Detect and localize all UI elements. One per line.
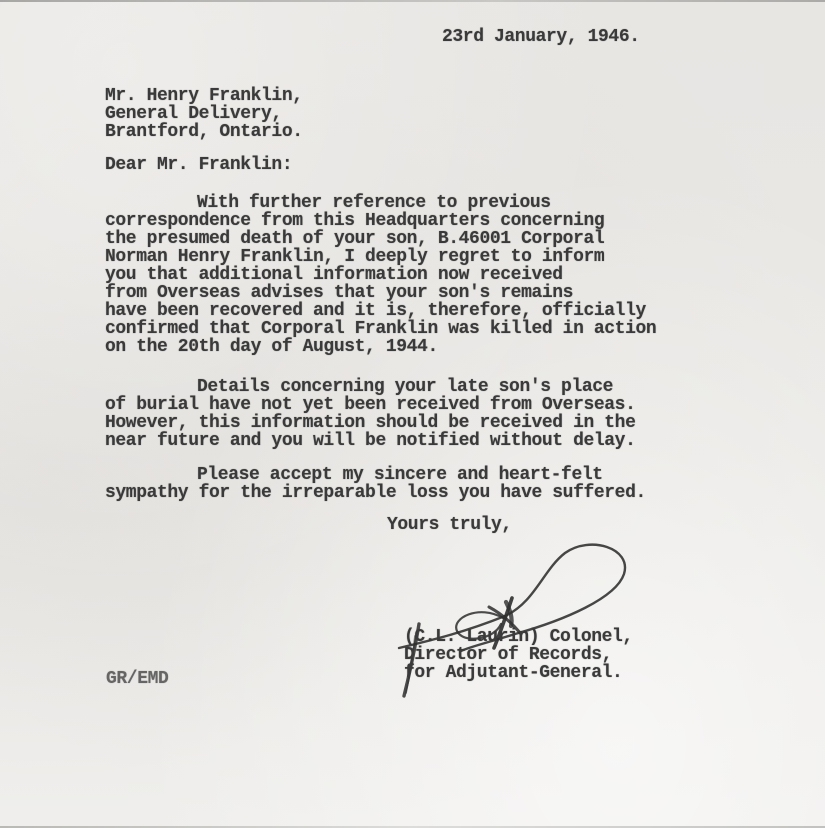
body-line: you that additional information now received — [105, 265, 563, 285]
address-line: General Delivery, — [105, 104, 282, 124]
body-line: confirmed that Corporal Franklin was killed in action — [105, 319, 657, 339]
address-line: Brantford, Ontario. — [105, 122, 303, 142]
body-line: have been recovered and it is, therefore, officially — [105, 301, 646, 321]
body-line: sympathy for the irreparable loss you have suffered. — [105, 483, 646, 503]
signature-for-line: for Adjutant-General. — [404, 663, 623, 683]
address-line: Mr. Henry Franklin, — [105, 86, 303, 106]
paragraph-2 — [105, 378, 636, 450]
body-line: from Overseas advises that your son's remains — [105, 283, 574, 303]
body-line: Details concerning your late son's place — [197, 377, 614, 397]
body-line: However, this information should be received in the — [105, 413, 636, 433]
letter-date: 23rd January, 1946. — [442, 27, 640, 47]
recipient-address — [105, 87, 303, 141]
signature-name-line: (C.L. Laurin) Colonel, — [404, 627, 633, 647]
body-line: Norman Henry Franklin, I deeply regret to inform — [105, 247, 605, 267]
body-line: Please accept my sincere and heart-felt — [197, 465, 603, 485]
paragraph-1 — [105, 194, 656, 356]
body-line: on the 20th day of August, 1944. — [105, 337, 438, 357]
paragraph-3 — [105, 466, 646, 502]
body-line: the presumed death of your son, B.46001 Corporal — [105, 229, 605, 249]
signature-title-line: Director of Records, — [404, 645, 613, 665]
salutation: Dear Mr. Franklin: — [105, 155, 293, 175]
body-line: With further reference to previous — [197, 193, 551, 213]
typist-initials: GR/EMD — [106, 669, 169, 689]
body-line: near future and you will be notified without delay. — [105, 431, 636, 451]
signature-block — [404, 628, 633, 682]
body-line: correspondence from this Headquarters concerning — [105, 211, 605, 231]
closing: Yours truly, — [387, 515, 512, 535]
body-line: of burial have not yet been received from Overseas. — [105, 395, 636, 415]
